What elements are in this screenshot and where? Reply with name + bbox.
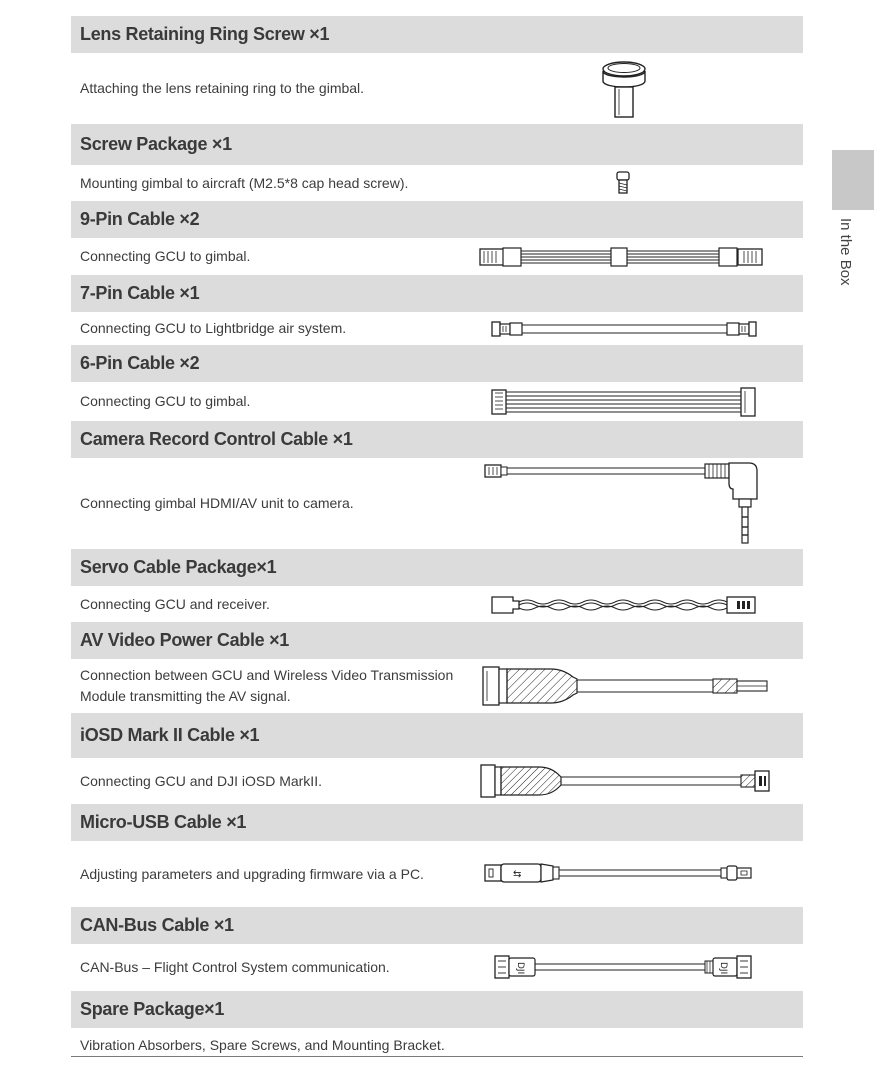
7-pin-cable-icon [491, 319, 757, 339]
section-tab-marker [832, 150, 874, 210]
item-title: 9-Pin Cable ×2 [71, 201, 803, 238]
camera-record-control-cable-icon [483, 461, 763, 547]
in-the-box-list [71, 16, 803, 1062]
item-row [71, 944, 803, 991]
item-title: iOSD Mark II Cable ×1 [71, 713, 803, 758]
item-title: Camera Record Control Cable ×1 [71, 421, 803, 458]
item-description: Connecting GCU and receiver. [80, 595, 270, 612]
micro-usb-cable-icon [483, 861, 767, 885]
item-row [71, 382, 803, 421]
item-title: Screw Package ×1 [71, 124, 803, 165]
6-pin-cable-icon [491, 387, 757, 417]
item-row [71, 458, 803, 549]
item-row [71, 53, 803, 124]
item-description: Connecting GCU to gimbal. [80, 393, 251, 409]
item-description: Attaching the lens retaining ring to the gimbal. [80, 80, 365, 96]
item-description: Adjusting parameters and upgrading firmware via a PC. [80, 865, 424, 882]
item-row [71, 312, 803, 345]
item-description: CAN-Bus – Flight Control System communication. [80, 959, 390, 975]
item-row [71, 586, 803, 622]
bottom-divider [71, 1056, 803, 1057]
9-pin-cable-icon [479, 245, 763, 269]
item-description: Mounting gimbal to aircraft (M2.5*8 cap head screw). [80, 174, 409, 191]
item-description: Connecting GCU and DJI iOSD MarkII. [80, 772, 322, 789]
section-side-label: In the Box [837, 218, 854, 286]
item-title: AV Video Power Cable ×1 [71, 622, 803, 659]
item-title: CAN-Bus Cable ×1 [71, 907, 803, 944]
can-bus-cable-icon [493, 954, 755, 980]
item-description: Connecting gimbal HDMI/AV unit to camera. [80, 495, 354, 511]
svg-text:DJI: DJI [718, 962, 728, 975]
item-title: Spare Package×1 [71, 991, 803, 1028]
item-title: 6-Pin Cable ×2 [71, 345, 803, 382]
item-title: Micro-USB Cable ×1 [71, 804, 803, 841]
item-title: Servo Cable Package×1 [71, 549, 803, 586]
item-description: Connection between GCU and Wireless Video Transmission Module transmitting the AV signal. [80, 667, 454, 704]
item-description: Connecting GCU to gimbal. [80, 248, 251, 264]
item-row [71, 841, 803, 907]
servo-cable-icon [491, 594, 759, 616]
svg-text:⇆: ⇆ [513, 869, 522, 880]
item-title: 7-Pin Cable ×1 [71, 275, 803, 312]
item-title: Lens Retaining Ring Screw ×1 [71, 16, 803, 53]
item-row [71, 758, 803, 804]
item-description: Connecting GCU to Lightbridge air system. [80, 320, 347, 336]
av-video-power-cable-icon [481, 665, 771, 709]
item-row [71, 659, 803, 713]
svg-text:DJI: DJI [515, 962, 525, 975]
item-description: Vibration Absorbers, Spare Screws, and Mounting Bracket. [80, 1036, 445, 1053]
iosd-cable-icon [479, 763, 773, 799]
item-row [71, 165, 803, 201]
cap-head-screw-icon [615, 171, 631, 195]
lens-retaining-ring-screw-icon [599, 57, 649, 121]
item-row [71, 238, 803, 275]
